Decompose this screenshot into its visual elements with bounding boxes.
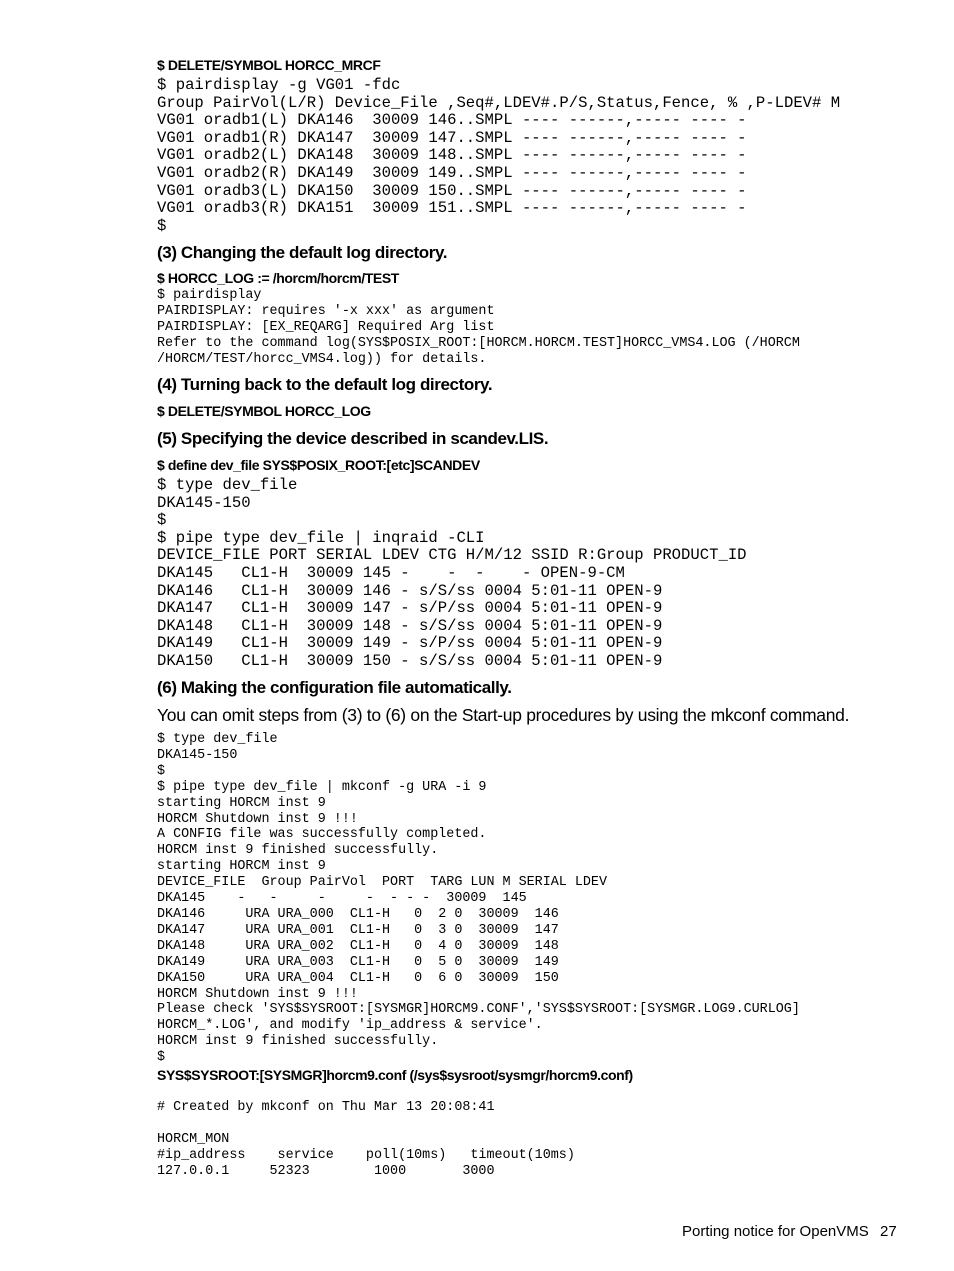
footer-title: Porting notice for OpenVMS	[682, 1223, 869, 1240]
section-heading-4: (4) Turning back to the default log directory.	[157, 375, 493, 394]
section-heading-3: (3) Changing the default log directory.	[157, 243, 448, 262]
command-define-dev-file: $ define dev_file SYS$POSIX_ROOT:[etc]SCANDEV	[157, 457, 480, 473]
page-number: 27	[880, 1223, 897, 1240]
code-block-mkconf: $ type dev_file DKA145-150 $ $ pipe type dev_file | mkconf -g URA -i 9 starting HORCM inst 9 HORCM Shutdown inst 9 !!! A CONFIG file was successfully completed. HORCM inst 9 finished successfully. starting HORCM inst 9 DEVICE_FILE Group PairVol PORT TARG LUN M SERIAL LDEV DKA145 - - - - - - - 30009 145 DKA146 URA URA_000 CL1-H 0 2 0 30009 146 DKA147 URA URA_001 CL1-H 0 3 0 30009 147 DKA148 URA URA_002 CL1-H 0 4 0 30009 148 DKA149 URA URA_003 CL1-H 0 5 0 30009 149 DKA150 URA URA_004 CL1-H 0 6 0 30009 150 HORCM Shutdown inst 9 !!! Please check 'SYS$SYSROOT:[SYSMGR]HORCM9.CONF','SYS$SYSROOT:[SYSMGR.LOG9.CURLOG] HORCM_*.LOG', and modify 'ip_address & service'. HORCM inst 9 finished successfully. $	[157, 732, 800, 1066]
command-delete-symbol-mrcf: $ DELETE/SYMBOL HORCC_MRCF	[157, 57, 381, 73]
code-block-config-file: # Created by mkconf on Thu Mar 13 20:08:41 HORCM_MON #ip_address service poll(10ms) timeout(10ms) 127.0.0.1 52323 1000 3000	[157, 1100, 575, 1179]
code-block-inqraid: $ type dev_file DKA145-150 $ $ pipe type dev_file | inqraid -CLI DEVICE_FILE PORT SERIAL LDEV CTG H/M/12 SSID R:Group PRODUCT_ID DKA145 CL1-H 30009 145 - - - - OPEN-9-CM DKA146 CL1-H 30009 146 - s/S/ss 0004 5:01-11 OPEN-9 DKA147 CL1-H 30009 147 - s/P/ss 0004 5:01-11 OPEN-9 DKA148 CL1-H 30009 148 - s/S/ss 0004 5:01-11 OPEN-9 DKA149 CL1-H 30009 149 - s/P/ss 0004 5:01-11 OPEN-9 DKA150 CL1-H 30009 150 - s/S/ss 0004 5:01-11 OPEN-9	[157, 476, 747, 670]
body-paragraph-mkconf: You can omit steps from (3) to (6) on the Start-up procedures by using the mkconf command.	[157, 705, 850, 725]
config-file-path: SYS$SYSROOT:[SYSMGR]horcm9.conf (/sys$sysroot/sysmgr/horcm9.conf)	[157, 1067, 633, 1083]
code-block-pairdisplay: $ pairdisplay -g VG01 -fdc Group PairVol(L/R) Device_File ,Seq#,LDEV#.P/S,Status,Fence, % ,P-LDEV# M VG01 oradb1(L) DKA146 30009 146..SMPL ---- ------,----- ---- - VG01 oradb1(R) DKA147 30009 147..SMPL ---- ------,----- ---- - VG01 oradb2(L) DKA148 30009 148..SMPL ---- ------,----- ---- - VG01 oradb2(R) DKA149 30009 149..SMPL ---- ------,----- ---- - VG01 oradb3(L) DKA150 30009 150..SMPL ---- ------,----- ---- - VG01 oradb3(R) DKA151 30009 151..SMPL ---- ------,----- ---- - $	[157, 76, 841, 235]
section-heading-6: (6) Making the configuration file automatically.	[157, 678, 512, 697]
command-delete-symbol-log: $ DELETE/SYMBOL HORCC_LOG	[157, 403, 371, 419]
code-block-log-error: $ pairdisplay PAIRDISPLAY: requires '-x xxx' as argument PAIRDISPLAY: [EX_REQARG] Required Arg list Refer to the command log(SYS$POSIX_ROOT:[HORCM.HORCM.TEST]HORCC_VMS4.LOG (/HORCM /HORCM/TEST/horcc_VMS4.log)) for details.	[157, 288, 800, 367]
command-horcc-log: $ HORCC_LOG := /horcm/horcm/TEST	[157, 270, 399, 286]
section-heading-5: (5) Specifying the device described in scandev.LIS.	[157, 429, 549, 448]
